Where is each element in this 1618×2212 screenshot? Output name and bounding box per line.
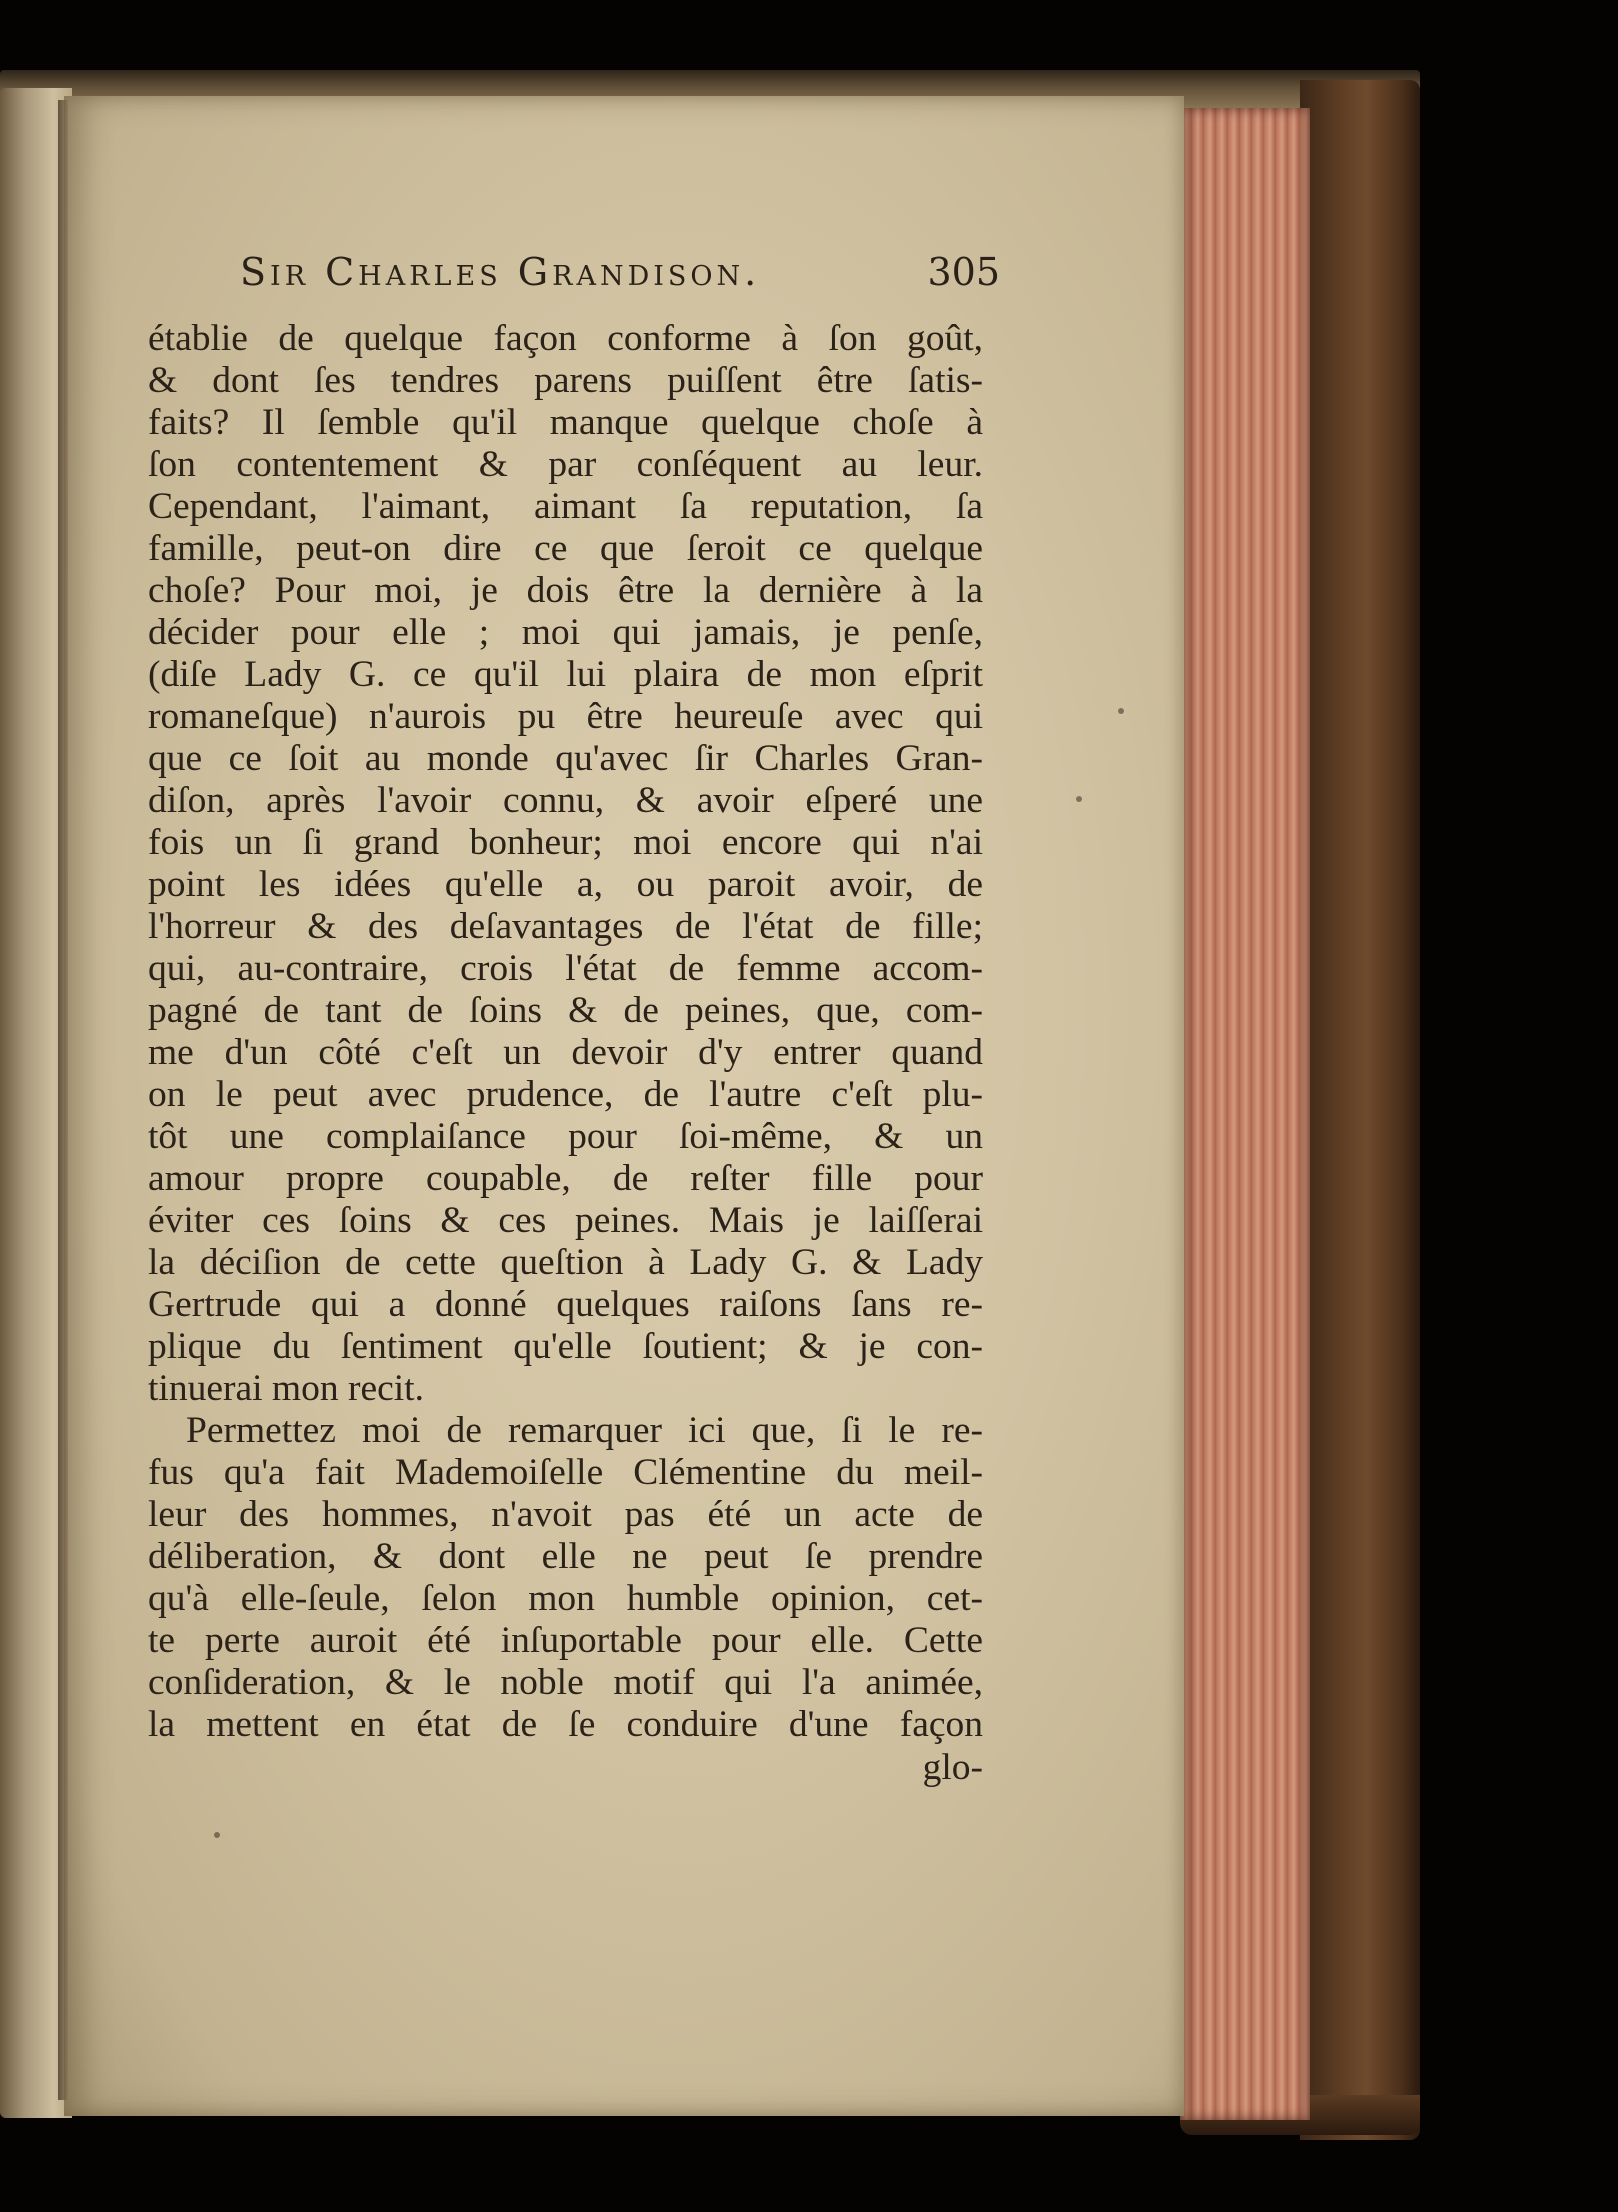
text-line: tinuerai mon recit. (148, 1368, 424, 1409)
text-line: déliberation, & dont elle ne peut ſe prendre (148, 1536, 983, 1577)
text-line: l'horreur & des deſavantages de l'état de fille; (148, 906, 983, 947)
text-line: plique du ſentiment qu'elle ſoutient; & je con- (148, 1326, 983, 1367)
text-line: Cependant, l'aimant, aimant ſa reputation, ſa (148, 486, 983, 527)
paper-speck (1118, 708, 1124, 714)
text-line: qui, au-contraire, crois l'état de femme accom- (148, 948, 983, 989)
text-line: on le peut avec prudence, de l'autre c'eſt plu- (148, 1074, 983, 1115)
page-stack-fore-edge (1180, 108, 1310, 2120)
text-line: me d'un côté c'eſt un devoir d'y entrer quand (148, 1032, 983, 1073)
text-line: conſideration, & le noble motif qui l'a animée, (148, 1662, 983, 1703)
paper-speck (214, 1832, 220, 1838)
text-line: choſe? Pour moi, je dois être la dernière à la (148, 570, 983, 611)
running-head: Sir Charles Grandison. (240, 250, 761, 294)
text-line: faits? Il ſemble qu'il manque quelque choſe à (148, 402, 983, 443)
page-header (240, 250, 1000, 310)
text-line: la déciſion de cette queſtion à Lady G. & Lady (148, 1242, 983, 1283)
text-line: point les idées qu'elle a, ou paroit avoir, de (148, 864, 983, 905)
text-line: (diſe Lady G. ce qu'il lui plaira de mon eſprit (148, 654, 983, 695)
page-gutter (58, 100, 68, 2100)
text-line: pagné de tant de ſoins & de peines, que, com- (148, 990, 983, 1031)
text-line: famille, peut-on dire ce que ſeroit ce quelque (148, 528, 983, 569)
text-line: qu'à elle-ſeule, ſelon mon humble opinion, cet- (148, 1578, 983, 1619)
text-line: établie de quelque façon conforme à ſon goût, (148, 318, 983, 359)
body-text (148, 318, 983, 1746)
catchword: glo- (922, 1747, 983, 1788)
text-line: décider pour elle ; moi qui jamais, je penſe, (148, 612, 983, 653)
text-line: diſon, après l'avoir connu, & avoir eſperé une (148, 780, 983, 821)
text-line: amour propre coupable, de reſter fille pour (148, 1158, 983, 1199)
text-line: fois un ſi grand bonheur; moi encore qui n'ai (148, 822, 983, 863)
page-number: 305 (927, 250, 1000, 294)
text-line: leur des hommes, n'avoit pas été un acte de (148, 1494, 983, 1535)
text-line: que ce ſoit au monde qu'avec ſir Charles Gran- (148, 738, 983, 779)
paper-speck (1076, 796, 1082, 802)
text-line: te perte auroit été inſuportable pour elle. Cette (148, 1620, 983, 1661)
text-line: & dont ſes tendres parens puiſſent être ſatis- (148, 360, 983, 401)
text-line: Gertrude qui a donné quelques raiſons ſans re- (148, 1284, 983, 1325)
text-line: éviter ces ſoins & ces peines. Mais je laiſſerai (148, 1200, 983, 1241)
text-line: tôt une complaiſance pour ſoi-même, & un (148, 1116, 983, 1157)
text-line: romaneſque) n'aurois pu être heureuſe avec qui (148, 696, 983, 737)
text-line: la mettent en état de ſe conduire d'une façon (148, 1704, 983, 1745)
text-line: ſon contentement & par conſéquent au leur. (148, 444, 983, 485)
text-line: Permettez moi de remarquer ici que, ſi le re- (186, 1410, 983, 1451)
leather-cover (1300, 80, 1420, 2140)
text-line: fus qu'a fait Mademoiſelle Clémentine du meil- (148, 1452, 983, 1493)
